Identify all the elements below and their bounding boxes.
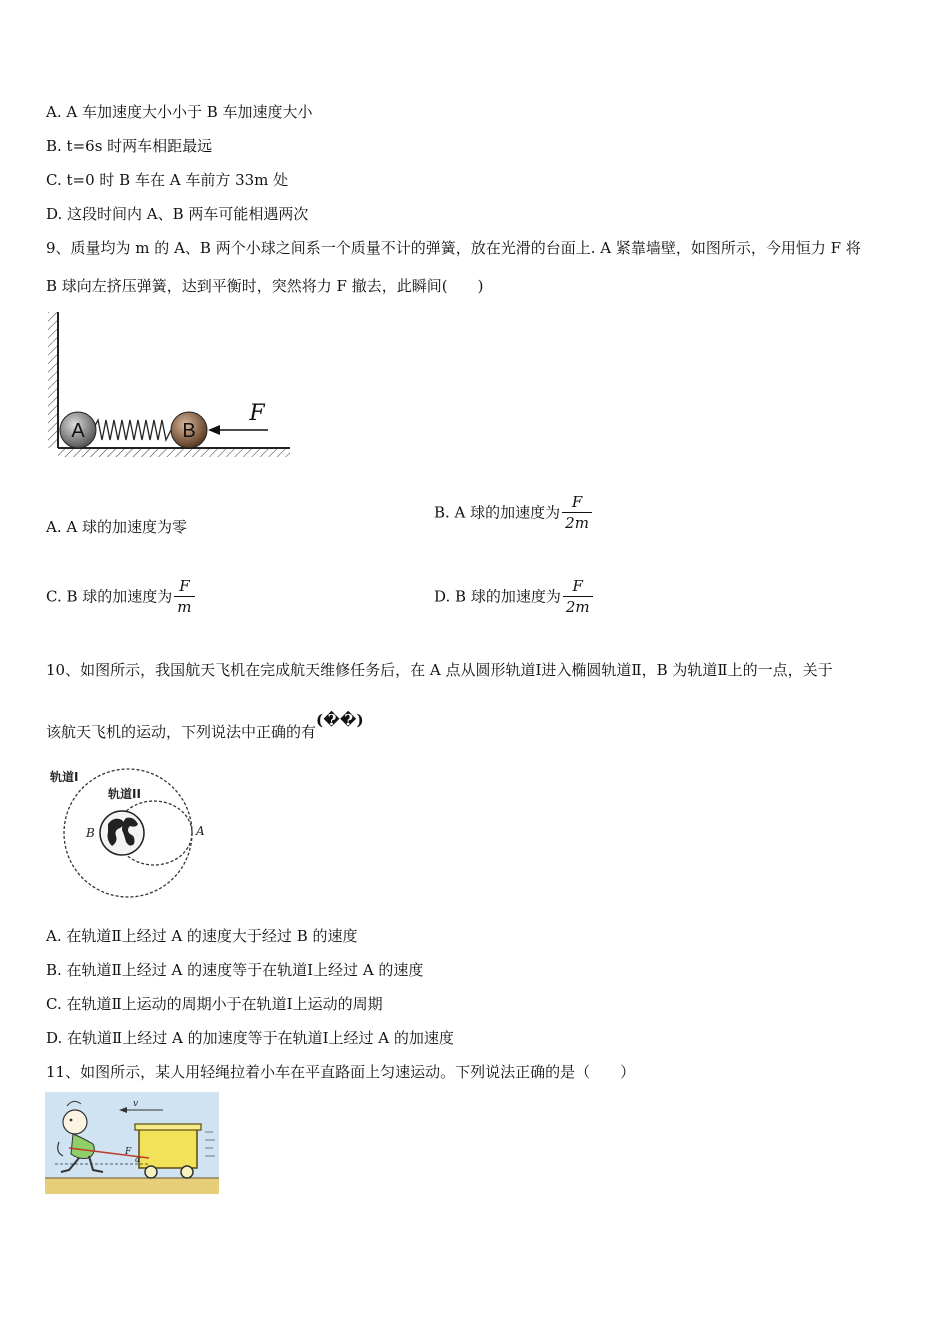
q10-option-c: C. 在轨道Ⅱ上运动的周期小于在轨道Ⅰ上运动的周期 [46, 995, 383, 1013]
wall-hatch [48, 312, 58, 448]
q9-stem-line2: B 球向左挤压弹簧，达到平衡时，突然将力 F 撤去，此瞬间( ) [46, 277, 484, 295]
q9-option-b-text: B. A 球的加速度为 [434, 503, 561, 522]
q10-stem-line2 [46, 711, 364, 742]
q9-option-b [434, 492, 592, 533]
q8-option-c: C. t=0 时 B 车在 A 车前方 33m 处 [46, 171, 289, 189]
floor-hatch [58, 448, 290, 457]
q10-stem-paren: (��) [316, 711, 364, 729]
cart-rim [135, 1124, 201, 1130]
fraction-numerator: F [563, 576, 593, 597]
q10-orbit-figure [44, 762, 214, 902]
velocity-label: v [133, 1099, 139, 1109]
q9-spring-figure [44, 308, 294, 460]
q9-option-b-fraction [562, 492, 592, 533]
q9-option-a: A. A 球的加速度为零 [46, 518, 187, 536]
orbit2-label: 轨道II [108, 787, 141, 801]
q10-stem-line2-text: 该航天飞机的运动，下列说法中正确的有 [46, 723, 317, 741]
fraction-numerator: F [174, 576, 194, 597]
point-b-label: B [86, 826, 95, 840]
q9-option-c [46, 576, 195, 617]
ball-a-label: A [71, 420, 85, 442]
q8-option-a: A. A 车加速度大小小于 B 车加速度大小 [46, 103, 313, 121]
force-arrow-head [208, 425, 220, 435]
force-label: F [249, 401, 265, 426]
q10-option-d: D. 在轨道Ⅱ上经过 A 的加速度等于在轨道Ⅰ上经过 A 的加速度 [46, 1029, 454, 1047]
fraction-denominator: m [177, 598, 192, 616]
q10-option-a: A. 在轨道Ⅱ上经过 A 的速度大于经过 B 的速度 [46, 927, 358, 945]
cart-wheel-right [181, 1166, 193, 1178]
fraction-denominator: 2m [565, 598, 590, 616]
q8-option-d: D. 这段时间内 A、B 两车可能相遇两次 [46, 205, 309, 223]
q9-option-d-fraction [563, 576, 593, 617]
fraction-numerator: F [562, 492, 592, 513]
q10-stem-line1: 10、如图所示，我国航天飞机在完成航天维修任务后，在 A 点从圆形轨道Ⅰ进入椭圆轨道Ⅱ，B 为轨道Ⅱ上的一点，关于 [46, 661, 833, 679]
q8-option-b: B. t=6s 时两车相距最远 [46, 137, 213, 155]
q10-option-b: B. 在轨道Ⅱ上经过 A 的速度等于在轨道Ⅰ上经过 A 的速度 [46, 961, 424, 979]
cart-wheel-left [145, 1166, 157, 1178]
ground [45, 1178, 219, 1194]
q9-option-d-text: D. B 球的加速度为 [434, 587, 561, 606]
earth-icon [100, 811, 144, 855]
point-a-label: A [196, 824, 205, 838]
ball-b-label: B [182, 420, 196, 442]
cart-box [139, 1128, 197, 1168]
q11-stem-line1: 11、如图所示，某人用轻绳拉着小车在平直路面上匀速运动。下列说法正确的是（ ） [46, 1063, 636, 1081]
angle-label: α [135, 1155, 141, 1164]
q9-option-d [434, 576, 593, 617]
spring [93, 420, 171, 440]
force-label: F [125, 1147, 132, 1157]
q9-option-c-text: C. B 球的加速度为 [46, 587, 173, 606]
q9-stem-line1: 9、质量均为 m 的 A、B 两个小球之间系一个质量不计的弹簧，放在光滑的台面上. A 紧靠墙壁，如图所示，今用恒力 F 将 [46, 239, 861, 257]
q9-option-c-fraction [174, 576, 194, 617]
q11-cart-figure [45, 1092, 219, 1194]
orbit1-label: 轨道I [50, 770, 79, 784]
fraction-denominator: 2m [565, 514, 589, 532]
